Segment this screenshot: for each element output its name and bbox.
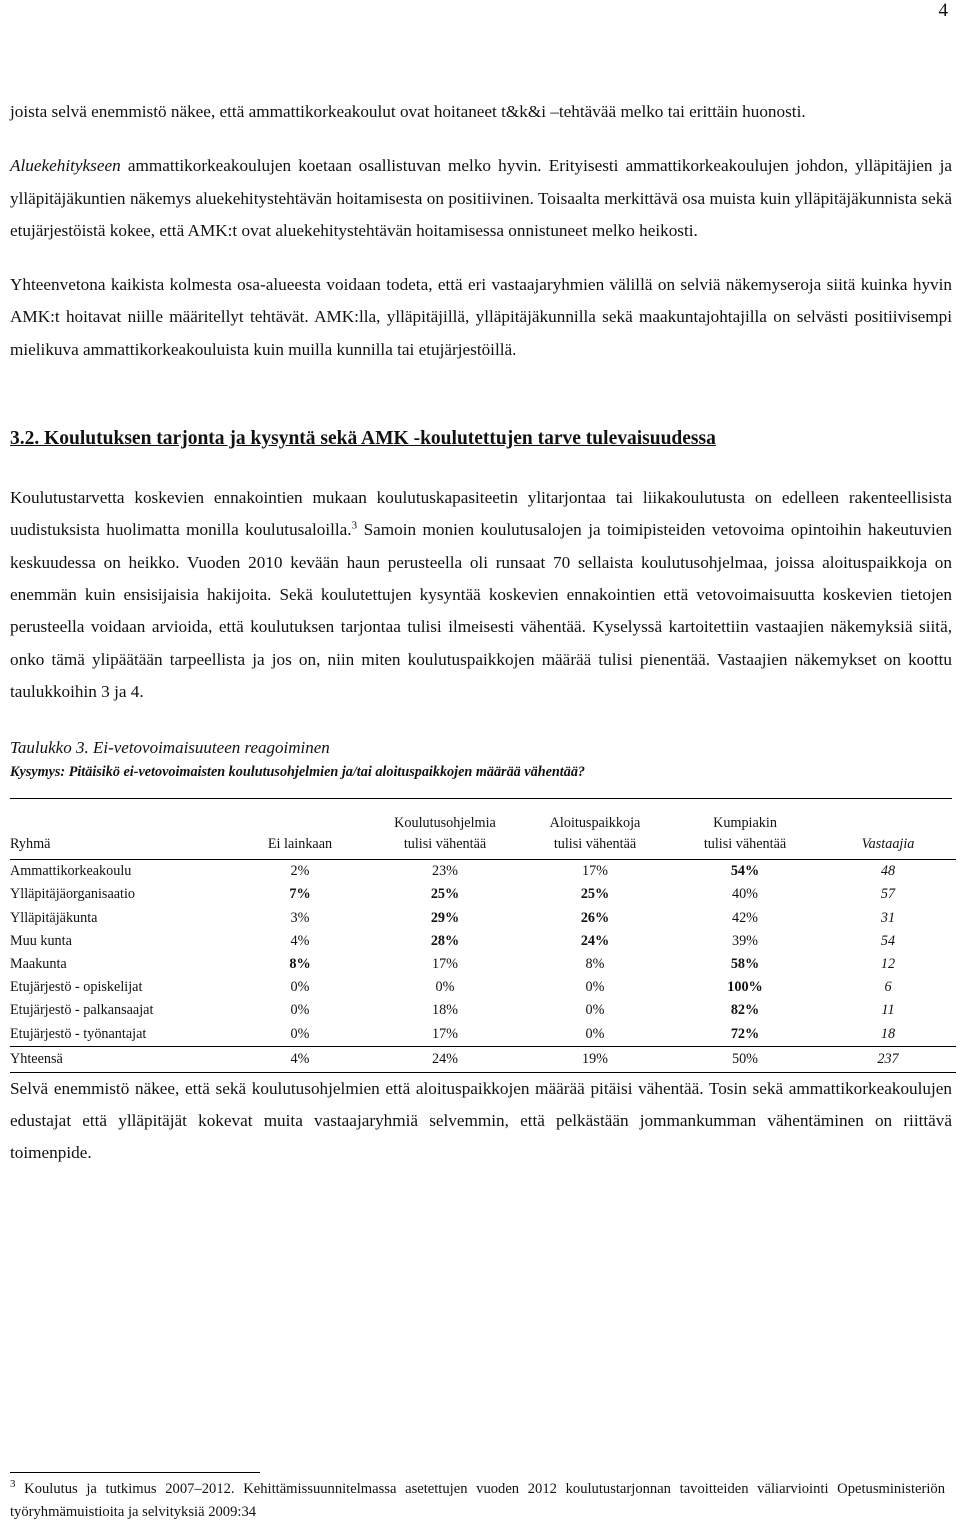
header-both-line2: tulisi vähentää (703, 836, 787, 853)
cell-places: 0% (585, 1002, 605, 1019)
header-programs-line1: Koulutusohjelmia (394, 815, 496, 832)
header-places-line1: Aloituspaikkoja (549, 815, 641, 832)
table-row (10, 1023, 956, 1047)
table-caption: Taulukko 3. Ei-vetovoimaisuuteen reagoiminen (10, 738, 330, 758)
cell-programs: 17% (431, 1025, 458, 1042)
cell-respondents: 6 (884, 979, 892, 996)
cell-both: 100% (727, 979, 763, 996)
paragraph-2-text: ammattikorkeakoulujen koetaan osallistuvan melko hyvin. Erityisesti ammattikorkeakoulujen johdon, ylläpitäjien ja ylläpitäjäkuntien näkemys aluekehitystehtävän hoitamisesta on positiivinen. Toisaalta merkittävä osa muista kuin ylläpitäjäkunnista sekä etujärjestöistä kokee, että AMK:t ovat aluekehitystehtävän hoitamisessa onnistuneet melko heikosti. (10, 156, 952, 240)
cell-programs: 0% (435, 979, 455, 996)
table-header-row (10, 813, 956, 860)
cell-respondents: 54 (880, 932, 896, 949)
table-question: Kysymys: Pitäisikö ei-vetovoimaisten koulutusohjelmien ja/tai aloituspaikkojen määrää vähentää? (10, 764, 586, 781)
results-table-wrapper (10, 798, 952, 1073)
footnote-reference[interactable]: 3 (351, 519, 358, 532)
results-table (10, 813, 956, 1073)
cell-respondents: 57 (880, 886, 896, 903)
header-places (520, 813, 670, 860)
cell-none: 0% (290, 1002, 310, 1019)
header-none: Ei lainkaan (230, 813, 370, 860)
cell-places: 17% (581, 863, 608, 880)
header-both (670, 813, 820, 860)
cell-none: 0% (290, 979, 310, 996)
cell-none: 2% (290, 863, 310, 880)
cell-programs: 18% (431, 1002, 458, 1019)
total-respondents: 237 (820, 1046, 956, 1072)
page-content (10, 96, 952, 1170)
cell-respondents: 18 (880, 1025, 896, 1042)
cell-places: 24% (580, 932, 610, 949)
paragraph-2 (10, 150, 952, 247)
row-name: Etujärjestö - opiskelijat (10, 979, 143, 996)
cell-both: 72% (730, 1025, 760, 1042)
cell-both: 40% (731, 886, 758, 903)
cell-respondents: 31 (880, 909, 896, 926)
section-paragraph-part1: Koulutustarvetta koskevien ennakointien mukaan koulutuskapasiteetin ylitarjontaa tai liikakoulutusta on edelleen rakenteellisista uudistuksista huolimatta monilla koulutusaloilla. (10, 488, 952, 540)
table-row (10, 907, 956, 930)
cell-none: 7% (289, 886, 311, 903)
cell-programs: 17% (431, 955, 458, 972)
cell-places: 0% (585, 979, 605, 996)
paragraph-3: Yhteenvetona kaikista kolmesta osa-alueesta voidaan todeta, että eri vastaajaryhmien välillä on selviä näkemyseroja siitä kuinka hyvin AMK:t hoitavat niille määritellyt tehtävät. AMK:lla, ylläpitäjillä, ylläpitäjäkunnilla sekä maakuntajohtajilla on selvästi positiivisempi mielikuva ammattikorkeakouluista kuin muilla kunnilla tai etujärjestöillä. (10, 275, 952, 359)
total-programs: 24% (370, 1046, 520, 1072)
header-both-line1: Kumpiakin (713, 815, 777, 832)
cell-places: 0% (585, 1025, 605, 1042)
footnote-number: 3 (10, 1478, 16, 1491)
row-name: Ylläpitäjäorganisaatio (10, 886, 136, 903)
cell-respondents: 48 (880, 863, 896, 880)
header-programs-line2: tulisi vähentää (403, 836, 487, 853)
cell-none: 4% (290, 932, 310, 949)
row-name: Maakunta (10, 955, 67, 972)
total-places: 19% (520, 1046, 670, 1072)
footnote-divider (10, 1472, 260, 1473)
cell-places: 25% (580, 886, 610, 903)
header-places-line2: tulisi vähentää (553, 836, 637, 853)
cell-none: 0% (290, 1025, 310, 1042)
total-name: Yhteensä (10, 1046, 230, 1072)
section-paragraph (10, 482, 952, 708)
row-name: Etujärjestö - työnantajat (10, 1025, 147, 1042)
section-heading: 3.2. Koulutuksen tarjonta ja kysyntä sekä AMK -koulutettujen tarve tulevaisuudessa (10, 428, 716, 450)
cell-places: 26% (580, 909, 610, 926)
cell-both: 39% (731, 932, 758, 949)
table-row (10, 953, 956, 976)
row-name: Ammattikorkeakoulu (10, 863, 132, 880)
total-both: 50% (670, 1046, 820, 1072)
cell-respondents: 11 (881, 1002, 895, 1019)
row-name: Ylläpitäjäkunta (10, 909, 98, 926)
row-name: Muu kunta (10, 932, 72, 949)
row-name: Etujärjestö - palkansaajat (10, 1002, 154, 1019)
header-programs (370, 813, 520, 860)
cell-respondents: 12 (880, 955, 896, 972)
cell-none: 8% (289, 955, 311, 972)
table-total-row (10, 1046, 956, 1072)
header-group: Ryhmä (10, 813, 230, 860)
total-none: 4% (230, 1046, 370, 1072)
footnote-text: Koulutus ja tutkimus 2007–2012. Kehittämissuunnitelmassa asetettujen vuoden 2012 koulutustarjonnan tavoitteiden väliarviointi Opetusministeriön työryhmämuistioita ja selvityksiä 2009:34 (10, 1481, 945, 1520)
page-number: 4 (938, 0, 948, 21)
table-row (10, 930, 956, 953)
cell-none: 3% (290, 909, 310, 926)
conclusion-paragraph: Selvä enemmistö näkee, että sekä koulutusohjelmien että aloituspaikkojen määrää pitäisi vähentää. Tosin sekä ammattikorkeakoulujen edustajat että ylläpitäjät kokevat muita vastaajaryhmiä selvemmin, että pelkästään jommankumman vähentäminen on riittävä toimenpide. (10, 1078, 952, 1163)
cell-both: 54% (730, 863, 760, 880)
cell-places: 8% (585, 955, 605, 972)
section-paragraph-part2: Samoin monien koulutusalojen ja toimipisteiden vetovoima opintoihin hakeutuvien keskuudessa on heikko. Vuoden 2010 kevään haun perusteella oli runsaat 70 sellaista koulutusohjelmaa, joissa aloituspaikkoja on enemmän kuin ensisijaisia hakijoita. Sekä koulutettujen kysyntää koskevien ennakointien että vetovoimaisuutta koskevien tietojen perusteella voidaan arvioida, että koulutuksen tarjontaa tulisi ilmeisesti vähentää. Kyselyssä kartoitettiin vastaajien näkemyksiä siitä, onko tämä ylipäätään tarpeellista ja jos on, niin miten koulutuspaikkojen määrää tulisi pienentää. Vastaajien näkemykset on koottu taulukkoihin 3 ja 4. (10, 520, 952, 701)
table-row (10, 976, 956, 999)
paragraph-2-emphasis: Aluekehitykseen (10, 156, 121, 176)
table-row (10, 860, 956, 884)
cell-programs: 28% (430, 932, 460, 949)
footnote (10, 1478, 945, 1524)
cell-programs: 29% (430, 909, 460, 926)
cell-both: 58% (730, 955, 760, 972)
cell-programs: 25% (430, 886, 460, 903)
table-row (10, 883, 956, 906)
paragraph-1: joista selvä enemmistö näkee, että ammattikorkeakoulut ovat hoitaneet t&k&i –tehtävää melko tai erittäin huonosti. (10, 102, 806, 121)
cell-programs: 23% (431, 863, 458, 880)
cell-both: 42% (731, 909, 758, 926)
cell-both: 82% (730, 1002, 760, 1019)
table-row (10, 999, 956, 1022)
header-respondents: Vastaajia (820, 813, 956, 860)
